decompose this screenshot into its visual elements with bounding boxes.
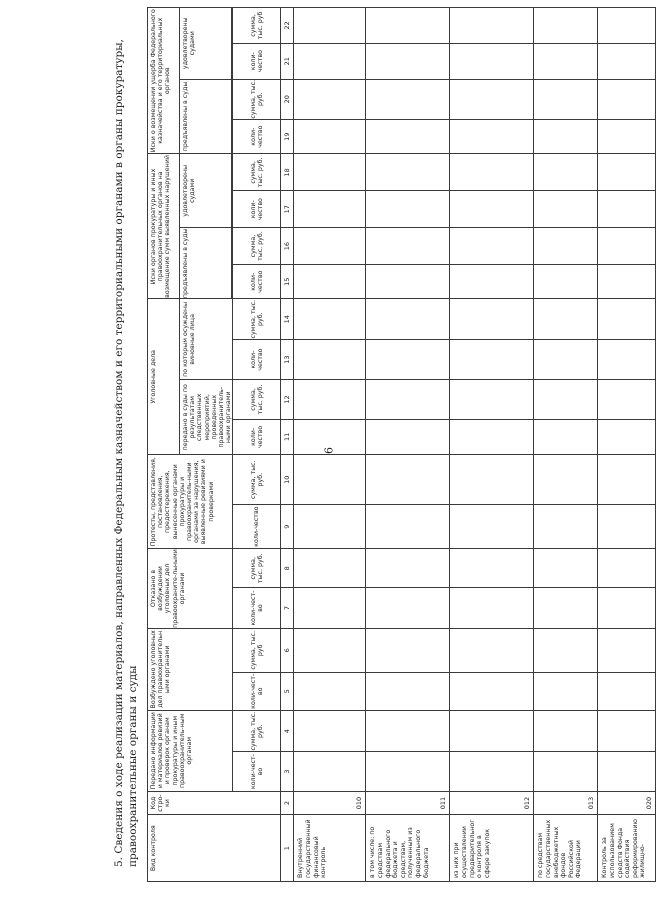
value-cell <box>294 380 366 419</box>
row-label: из них при осуществлении предварительного контроля в сфере закупок <box>450 815 534 882</box>
value-cell <box>598 455 656 505</box>
value-cell <box>366 588 450 628</box>
value-cell <box>450 119 534 153</box>
row-code: 020 <box>598 791 656 815</box>
value-cell <box>450 43 534 79</box>
value-cell <box>450 419 534 455</box>
value-cell <box>366 264 450 298</box>
table-row <box>534 8 598 882</box>
subheader-udovletvoreny-2: удовлетворены судами <box>180 8 232 80</box>
col-kolichestvo: коли-чество <box>233 505 281 549</box>
value-cell <box>450 628 534 672</box>
col-summa: сумма, тыс. руб. <box>233 299 281 339</box>
col-kolichestvo: коли-чест-во <box>233 752 281 791</box>
value-cell <box>450 588 534 628</box>
value-cell <box>534 43 598 79</box>
row-code: 013 <box>534 791 598 815</box>
column-number: 5 <box>281 672 294 710</box>
value-cell <box>294 455 366 505</box>
value-cell <box>294 628 366 672</box>
value-cell <box>534 752 598 791</box>
value-cell <box>294 419 366 455</box>
column-number: 1 <box>281 815 294 882</box>
value-cell <box>294 505 366 549</box>
value-cell <box>366 191 450 228</box>
row-code: 010 <box>294 791 366 815</box>
column-number: 8 <box>281 549 294 588</box>
value-cell <box>450 79 534 119</box>
column-number: 21 <box>281 43 294 79</box>
value-cell <box>366 455 450 505</box>
column-number: 11 <box>281 419 294 455</box>
column-number: 20 <box>281 79 294 119</box>
value-cell <box>534 710 598 752</box>
table-row <box>598 8 656 882</box>
value-cell <box>294 588 366 628</box>
row-code: 012 <box>450 791 534 815</box>
value-cell <box>366 339 450 379</box>
value-cell <box>598 8 656 44</box>
value-cell <box>534 549 598 588</box>
col-summa: сумма, тыс. руб. <box>233 79 281 119</box>
value-cell <box>366 710 450 752</box>
value-cell <box>366 505 450 549</box>
value-cell <box>366 119 450 153</box>
value-cell <box>294 191 366 228</box>
table-row <box>366 8 450 882</box>
value-cell <box>450 752 534 791</box>
col-summa: сумма, тыс. руб. <box>233 154 281 191</box>
value-cell <box>450 505 534 549</box>
col-kolichestvo: коли-чество <box>233 264 281 298</box>
value-cell <box>450 672 534 710</box>
value-cell <box>450 154 534 191</box>
value-cell <box>366 154 450 191</box>
value-cell <box>294 752 366 791</box>
row-label: Контроль за использованием средств Фонда содействия реформированию жилищно- <box>598 815 656 882</box>
col-kolichestvo: коли-чест-во <box>233 588 281 628</box>
table-row <box>450 8 534 882</box>
subheader-osuzhdeny: по которым осуждены виновные лица <box>180 299 233 380</box>
value-cell <box>534 79 598 119</box>
value-cell <box>534 672 598 710</box>
col-summa: сумма, тыс. руб. <box>233 549 281 588</box>
col-summa: сумма, тыс. руб <box>233 8 281 44</box>
value-cell <box>534 191 598 228</box>
column-number: 12 <box>281 380 294 419</box>
row-label: в том числе: по средствам федерального бюджета и средствам, полученным из федерального бюджета <box>366 815 450 882</box>
value-cell <box>598 43 656 79</box>
value-cell <box>366 79 450 119</box>
subheader-predyavleny-1: предъявлены в суды <box>180 228 232 299</box>
column-number: 15 <box>281 264 294 298</box>
value-cell <box>598 228 656 265</box>
value-cell <box>450 455 534 505</box>
header-iski-kaznacheystva: Иски о возмещении ущерба Федерального казначейства и его территориальных органов <box>148 8 180 154</box>
value-cell <box>366 380 450 419</box>
subheader-peredano-v-sudy: передано в суды по результатам следственных мероприятий, проведенных правоохранитель-ными органами <box>180 380 233 455</box>
value-cell <box>450 710 534 752</box>
value-cell <box>450 264 534 298</box>
col-summa: сумма, тыс. руб. <box>233 228 281 265</box>
value-cell <box>294 154 366 191</box>
section-title: 5. Сведения о ходе реализации материалов, направленных Федеральным казначейством и его территориальными органами в органы прокуратуры, правоохранительные органы и суды <box>113 39 139 867</box>
table-row <box>294 8 366 882</box>
value-cell <box>534 419 598 455</box>
value-cell <box>598 628 656 672</box>
page-number: 6 <box>322 447 336 454</box>
header-vozbuzhdeno: Возбуждено уголовных дел правоохранительн ыми органами <box>148 628 233 710</box>
value-cell <box>534 588 598 628</box>
column-number: 22 <box>281 8 294 44</box>
value-cell <box>598 191 656 228</box>
header-peredano: Передано информации и материалов ревизий и проверок органам прокуратуры и иным правоохранитель-ным органам <box>148 710 233 791</box>
value-cell <box>294 8 366 44</box>
value-cell <box>294 549 366 588</box>
value-cell <box>294 228 366 265</box>
value-cell <box>598 380 656 419</box>
value-cell <box>598 419 656 455</box>
value-cell <box>598 264 656 298</box>
value-cell <box>598 505 656 549</box>
value-cell <box>534 8 598 44</box>
column-number: 16 <box>281 228 294 265</box>
header-iski-organov: Иски органов прокуратуры и иных правоохранительных органов на возмещение сумм выявленных нарушений <box>148 154 180 299</box>
column-number: 6 <box>281 628 294 672</box>
column-number: 3 <box>281 752 294 791</box>
value-cell <box>534 119 598 153</box>
col-summa: сумма, тыс. руб. <box>233 710 281 752</box>
column-number: 13 <box>281 339 294 379</box>
column-number: 10 <box>281 455 294 505</box>
value-cell <box>534 154 598 191</box>
header-ugolovnye-dela: Уголовные дела <box>148 299 180 455</box>
col-summa: сумма, тыс. руб. <box>233 380 281 419</box>
value-cell <box>366 419 450 455</box>
value-cell <box>598 549 656 588</box>
value-cell <box>450 380 534 419</box>
col-kolichestvo: коли-чество <box>233 43 281 79</box>
value-cell <box>294 43 366 79</box>
value-cell <box>294 119 366 153</box>
value-cell <box>534 228 598 265</box>
value-cell <box>450 228 534 265</box>
col-kolichestvo: коли-чество <box>233 419 281 455</box>
column-number: 18 <box>281 154 294 191</box>
col-kolichestvo: коли-чество <box>233 339 281 379</box>
value-cell <box>534 264 598 298</box>
value-cell <box>534 505 598 549</box>
value-cell <box>366 8 450 44</box>
value-cell <box>294 79 366 119</box>
value-cell <box>294 264 366 298</box>
header-otkazano: Отказано в возбуждении уголовных дел правоохраните-льными органами <box>148 549 233 629</box>
subheader-predyavleny-2: предъявлены в суды <box>180 79 232 154</box>
value-cell <box>366 752 450 791</box>
value-cell <box>294 339 366 379</box>
value-cell <box>366 672 450 710</box>
value-cell <box>598 588 656 628</box>
value-cell <box>450 191 534 228</box>
column-number-row <box>281 8 294 882</box>
value-cell <box>366 628 450 672</box>
value-cell <box>366 228 450 265</box>
value-cell <box>450 549 534 588</box>
column-number: 9 <box>281 505 294 549</box>
value-cell <box>598 752 656 791</box>
row-label: Внутренний государственный финансовый контроль <box>294 815 366 882</box>
value-cell <box>598 339 656 379</box>
value-cell <box>598 672 656 710</box>
value-cell <box>534 299 598 339</box>
column-number: 19 <box>281 119 294 153</box>
value-cell <box>366 549 450 588</box>
column-number: 4 <box>281 710 294 752</box>
value-cell <box>294 299 366 339</box>
subheader-udovletvoreny-1: удовлетворены судами <box>180 154 232 228</box>
column-number: 14 <box>281 299 294 339</box>
col-summa: сумма, тыс. руб <box>233 628 281 672</box>
value-cell <box>534 455 598 505</box>
value-cell <box>534 380 598 419</box>
header-protesty: Протесты, представления, постановления, предостережения, вынесенные органами прокуратуры и правоохранитель-ными органами за нарушения, выявленные ревизиями и проверками <box>148 455 233 549</box>
value-cell <box>450 299 534 339</box>
header-vid-kontrolya: Вид контроля <box>148 815 281 882</box>
value-cell <box>450 339 534 379</box>
value-cell <box>598 299 656 339</box>
value-cell <box>598 154 656 191</box>
rotated-page <box>113 7 654 882</box>
value-cell <box>534 339 598 379</box>
value-cell <box>450 8 534 44</box>
value-cell <box>598 710 656 752</box>
value-cell <box>366 299 450 339</box>
col-kolichestvo: коли-чество <box>233 191 281 228</box>
value-cell <box>294 710 366 752</box>
column-number: 7 <box>281 588 294 628</box>
value-cell <box>598 119 656 153</box>
report-table <box>147 7 656 882</box>
col-summa: сумма, тыс. руб. <box>233 455 281 505</box>
value-cell <box>534 628 598 672</box>
value-cell <box>366 43 450 79</box>
row-label: по средствам государственных внебюджетных фондов Российской Федерации <box>534 815 598 882</box>
value-cell <box>294 672 366 710</box>
row-code: 011 <box>366 791 450 815</box>
column-number: 17 <box>281 191 294 228</box>
col-kolichestvo: коли-чество <box>233 119 281 153</box>
column-number: 2 <box>281 791 294 815</box>
header-kod-stroki: Код стро-ки <box>148 791 281 815</box>
value-cell <box>598 79 656 119</box>
col-kolichestvo: коли-чест-во <box>233 672 281 710</box>
